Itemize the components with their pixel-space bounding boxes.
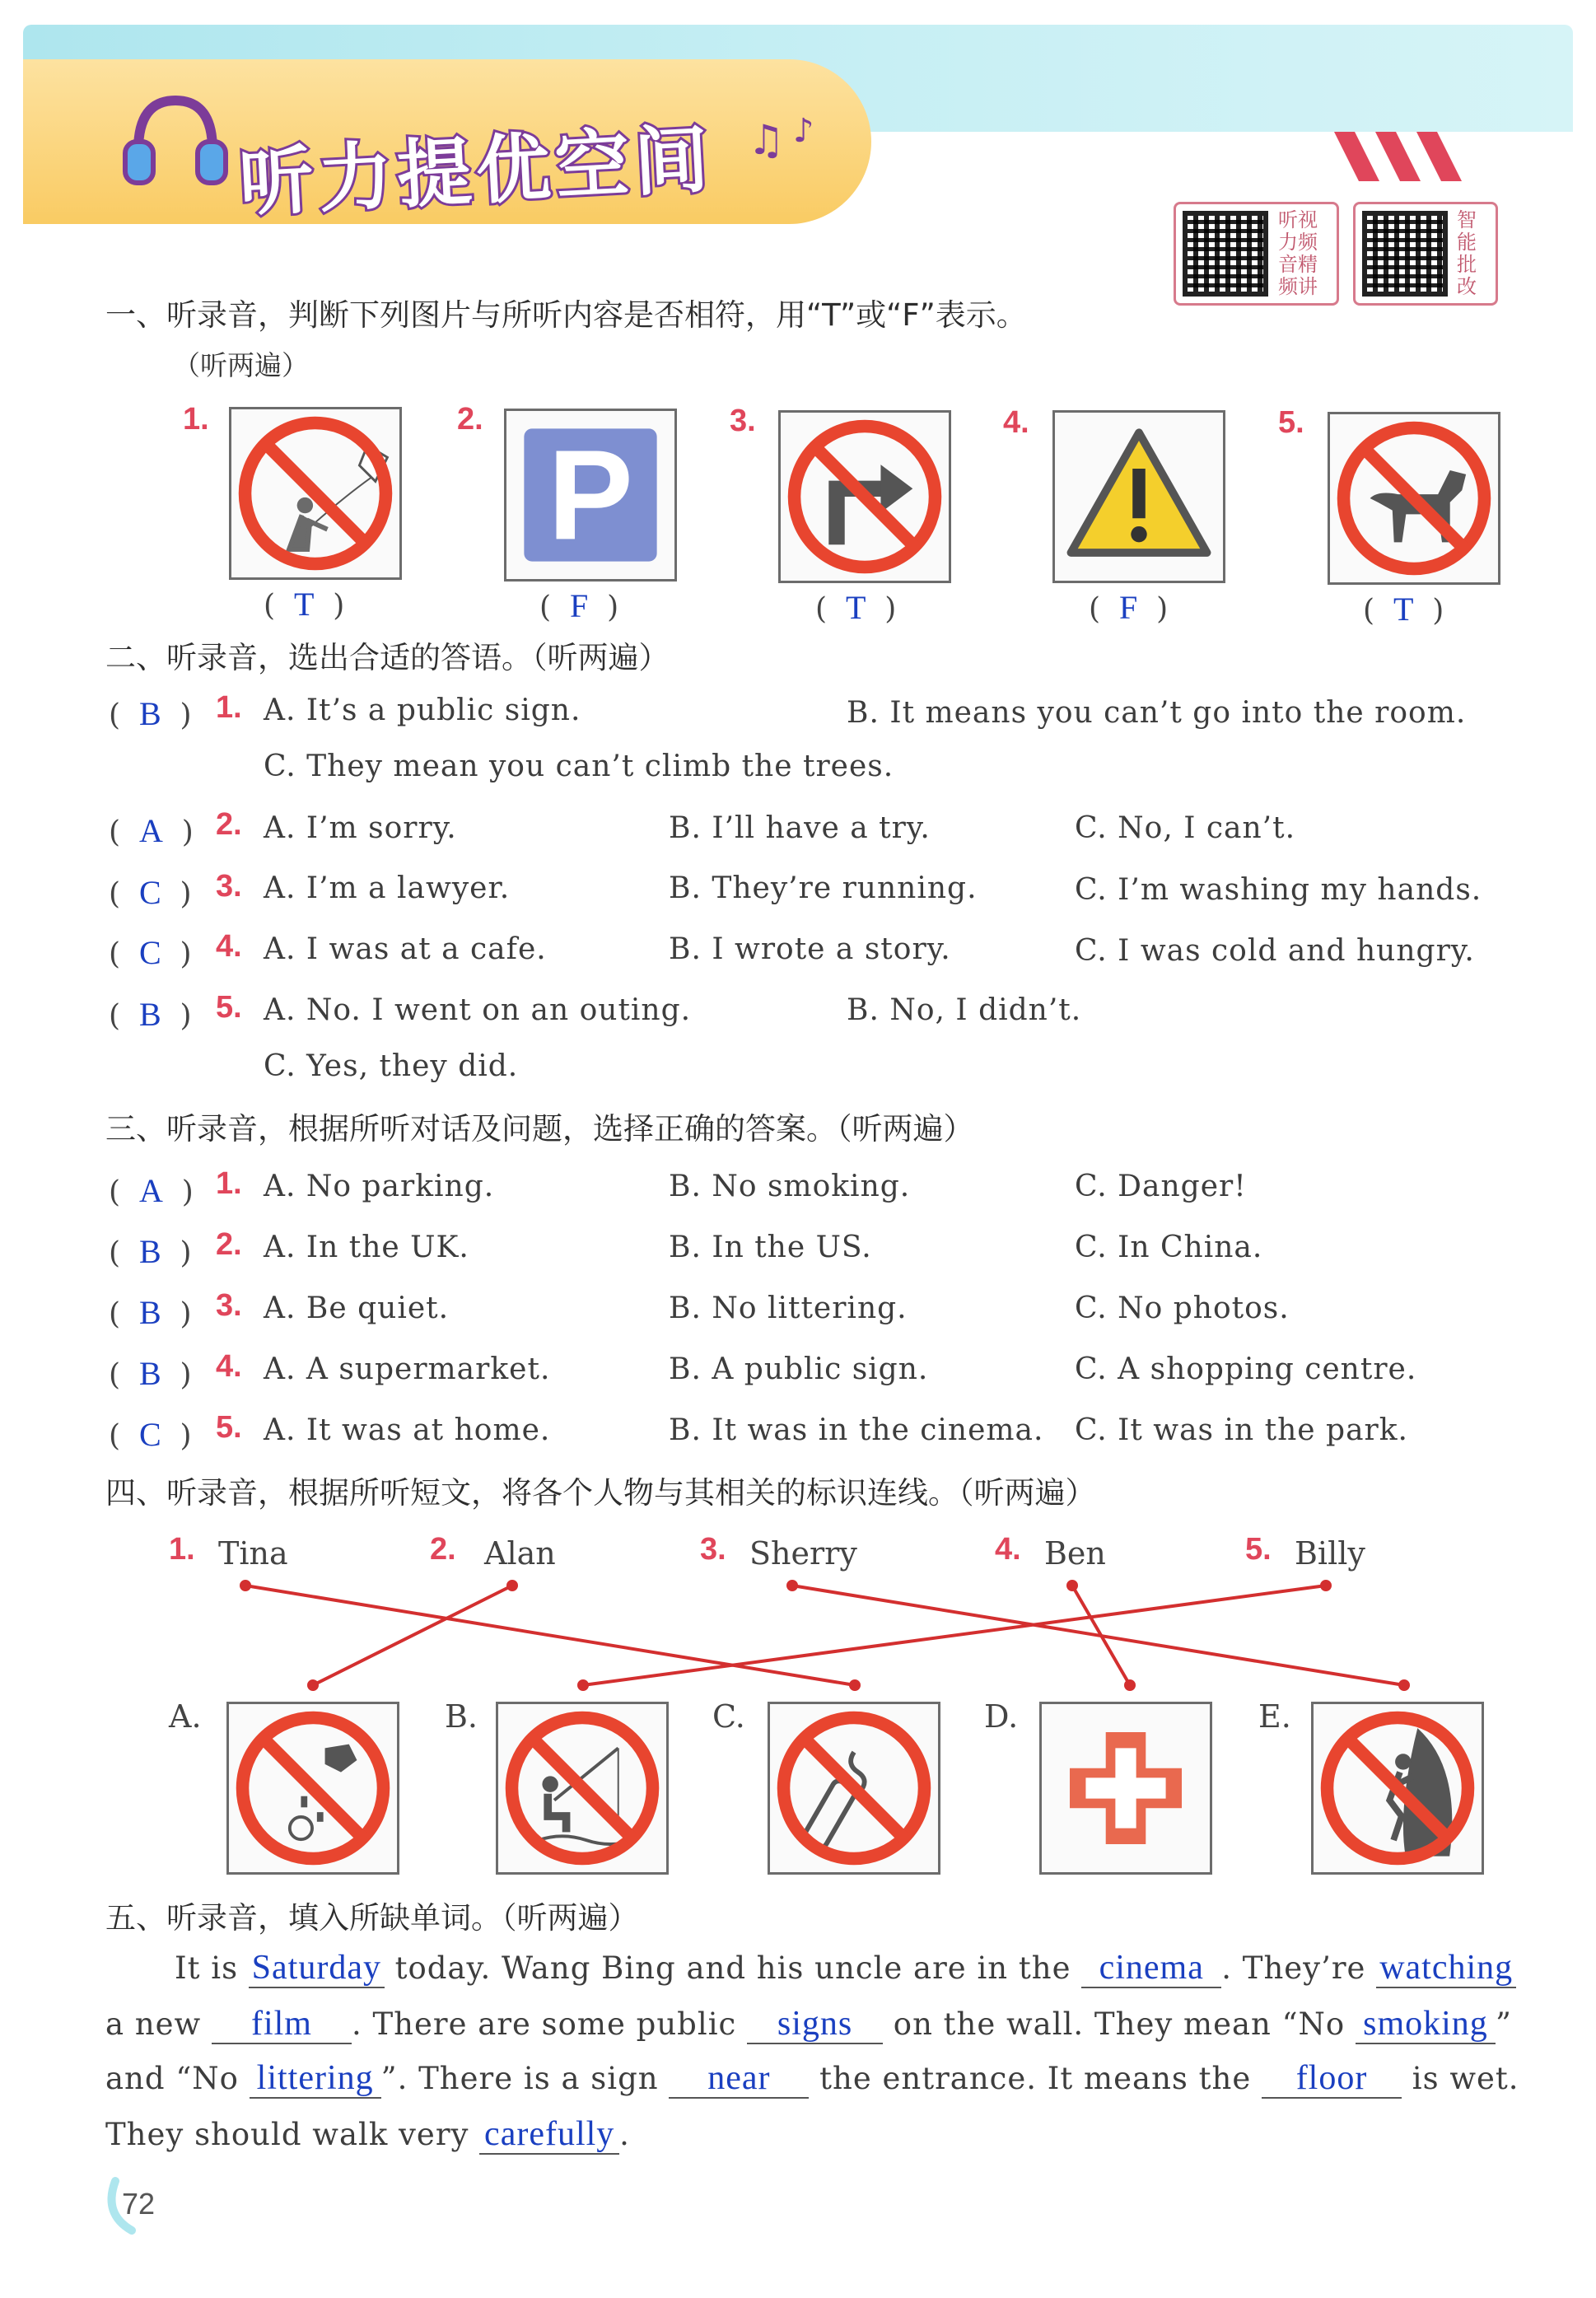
sign-letter-c: C. <box>712 1698 745 1735</box>
s3-q5-option-a: A. It was at home. <box>264 1413 551 1447</box>
blank-film[interactable]: film <box>212 2005 352 2044</box>
dot-e <box>1400 1681 1408 1689</box>
s2-q3-option-a: A. I’m a lawyer. <box>264 871 511 905</box>
line-sherry-e <box>792 1586 1404 1685</box>
warning-icon <box>1055 413 1223 581</box>
s1-answer-2: ( F ) <box>539 587 619 624</box>
dot-a <box>309 1681 317 1689</box>
s2-answer-3: ( C ) <box>109 874 192 911</box>
person-ben: Ben <box>1044 1535 1106 1572</box>
s3-answer-1: ( A ) <box>109 1172 194 1209</box>
sign-letter-e: E. <box>1258 1698 1291 1735</box>
no-fishing-icon <box>498 1704 666 1872</box>
line-tina-c <box>245 1586 855 1685</box>
s2-q1-option-a: A. It’s a public sign. <box>264 694 581 727</box>
no-climbing-icon <box>1314 1704 1482 1872</box>
s2-q4-option-b: B. I wrote a story. <box>669 932 951 966</box>
s2-q1-option-c: C. They mean you can’t climb the trees. <box>264 750 894 783</box>
s3-q3-option-c: C. No photos. <box>1075 1291 1290 1325</box>
s3-q1-option-a: A. No parking. <box>264 1170 495 1203</box>
s2-num-4: 4. <box>216 929 242 964</box>
section5-heading: 五、听录音，填入所缺单词。（听两遍） <box>105 1900 639 1936</box>
s2-q2-option-c: C. No, I can’t. <box>1075 811 1296 845</box>
blank-floor[interactable]: floor <box>1262 2059 1402 2099</box>
s4-num-1: 1. <box>169 1532 195 1567</box>
page-title: 听力提优空间 <box>237 115 716 227</box>
passage-line-2: a new film . There are some public signs on the wall. They mean “No smoking ” <box>105 2005 1512 2043</box>
s2-num-5: 5. <box>216 990 242 1025</box>
person-sherry: Sherry <box>749 1535 857 1572</box>
section1-note: （听两遍） <box>173 349 309 381</box>
s1-num-4: 4. <box>1003 405 1029 440</box>
dot-billy <box>1322 1581 1330 1590</box>
sign-no-littering <box>226 1702 399 1875</box>
page-number: 72 <box>122 2187 156 2221</box>
sign-parking <box>504 409 677 582</box>
s3-q2-option-c: C. In China. <box>1075 1231 1263 1264</box>
s2-q1-option-b: B. It means you can’t go into the room. <box>847 696 1467 730</box>
qr-code-grading[interactable] <box>1353 202 1498 306</box>
svg-text:♫: ♫ <box>748 116 785 164</box>
s2-q5-option-b: B. No, I didn’t. <box>847 993 1082 1027</box>
blank-littering[interactable]: littering <box>250 2059 381 2099</box>
sign-no-right-turn <box>778 410 951 583</box>
no-dogs-icon <box>1330 414 1498 582</box>
qr-code-icon <box>1362 211 1448 297</box>
headphones-icon <box>114 84 229 199</box>
sign-first-aid <box>1039 1702 1212 1875</box>
passage-line-4: They should walk very carefully . <box>105 2115 630 2153</box>
s2-q3-option-c: C. I’m washing my hands. <box>1075 873 1482 907</box>
blank-smoking[interactable]: smoking <box>1356 2005 1496 2044</box>
s3-answer-2: ( B ) <box>109 1233 192 1270</box>
s4-num-3: 3. <box>700 1532 726 1567</box>
sign-no-fishing <box>496 1702 669 1875</box>
section4-heading: 四、听录音，根据所听短文，将各个人物与其相关的标识连线。（听两遍） <box>105 1475 1096 1511</box>
line-ben-d <box>1072 1586 1130 1685</box>
passage-line-1: It is Saturday today. Wang Bing and his uncle are in the cinema . They’re watching <box>175 1949 1516 1988</box>
svg-text:♪: ♪ <box>793 112 814 150</box>
s1-answer-1: ( T ) <box>264 586 345 623</box>
dot-tina <box>241 1581 250 1590</box>
s3-q1-option-b: B. No smoking. <box>669 1170 911 1203</box>
qr-label-grading: 智能批改 <box>1457 208 1477 298</box>
s2-num-1: 1. <box>216 690 242 725</box>
s3-answer-3: ( B ) <box>109 1294 192 1331</box>
s3-q5-option-c: C. It was in the park. <box>1075 1413 1408 1447</box>
s1-num-2: 2. <box>457 402 483 437</box>
s3-q1-option-c: C. Danger! <box>1075 1170 1247 1203</box>
dot-ben <box>1068 1581 1076 1590</box>
s3-num-5: 5. <box>216 1410 242 1445</box>
s3-q3-option-a: A. Be quiet. <box>264 1291 450 1325</box>
s3-q2-option-a: A. In the UK. <box>264 1231 469 1264</box>
blank-watching[interactable]: watching <box>1376 1949 1516 1988</box>
s3-num-1: 1. <box>216 1166 242 1201</box>
sign-letter-a: A. <box>169 1698 202 1735</box>
sign-danger <box>1052 410 1225 583</box>
blank-cinema[interactable]: cinema <box>1081 1949 1221 1988</box>
blank-carefully[interactable]: carefully <box>479 2115 619 2155</box>
s3-answer-5: ( C ) <box>109 1416 192 1453</box>
s4-num-4: 4. <box>995 1532 1021 1567</box>
no-right-turn-icon <box>781 413 949 581</box>
section2-heading: 二、听录音，选出合适的答语。（听两遍） <box>105 640 670 675</box>
dot-sherry <box>788 1581 796 1590</box>
sign-no-climbing <box>1311 1702 1484 1875</box>
s1-answer-3: ( T ) <box>815 589 897 626</box>
qr-code-video[interactable] <box>1174 202 1339 306</box>
s3-answer-4: ( B ) <box>109 1355 192 1392</box>
blank-saturday[interactable]: Saturday <box>249 1949 385 1988</box>
passage-line-3: and “No littering ”. There is a sign near the entrance. It means the floor is wet. <box>105 2059 1519 2097</box>
line-billy-b <box>583 1586 1326 1685</box>
s2-q4-option-a: A. I was at a cafe. <box>264 932 547 966</box>
s2-q5-option-a: A. No. I went on an outing. <box>264 993 692 1027</box>
s2-answer-5: ( B ) <box>109 996 192 1033</box>
sign-no-dogs <box>1328 412 1500 585</box>
s1-num-1: 1. <box>183 402 209 437</box>
s2-answer-4: ( C ) <box>109 934 192 971</box>
no-smoking-icon <box>770 1704 938 1872</box>
sign-no-kite-flying <box>229 407 402 580</box>
dot-c <box>851 1681 859 1689</box>
qr-label-video: 听视力频音精频讲 <box>1278 208 1318 298</box>
music-notes-icon <box>748 109 838 166</box>
s2-answer-1: ( B ) <box>109 695 192 732</box>
s1-num-5: 5. <box>1278 405 1304 440</box>
s2-q4-option-c: C. I was cold and hungry. <box>1075 934 1475 968</box>
blank-signs[interactable]: signs <box>747 2005 883 2044</box>
s3-num-3: 3. <box>216 1288 242 1323</box>
blank-near[interactable]: near <box>669 2059 809 2099</box>
s3-q4-option-a: A. A supermarket. <box>264 1352 551 1386</box>
first-aid-icon <box>1042 1704 1210 1872</box>
s2-q2-option-b: B. I’ll have a try. <box>669 811 931 845</box>
s2-q2-option-a: A. I’m sorry. <box>264 811 457 845</box>
dot-alan <box>508 1581 516 1590</box>
s2-num-2: 2. <box>216 807 242 842</box>
matching-lines <box>0 1565 1596 1713</box>
svg-text:P: P <box>548 423 633 567</box>
s4-num-5: 5. <box>1245 1532 1272 1567</box>
s3-q2-option-b: B. In the US. <box>669 1231 872 1264</box>
s3-q3-option-b: B. No littering. <box>669 1291 908 1325</box>
section1-heading: 一、听录音，判断下列图片与所听内容是否相符，用“T”或“F”表示。 <box>105 297 1027 333</box>
s1-answer-5: ( T ) <box>1363 591 1444 628</box>
parking-icon <box>506 411 674 579</box>
s3-q4-option-c: C. A shopping centre. <box>1075 1352 1417 1386</box>
no-kite-flying-icon <box>231 409 399 577</box>
person-billy: Billy <box>1295 1535 1365 1572</box>
s2-num-3: 3. <box>216 869 242 904</box>
person-alan: Alan <box>484 1535 556 1572</box>
decorative-stripes <box>1334 132 1482 181</box>
s2-answer-2: ( A ) <box>109 812 194 849</box>
person-tina: Tina <box>218 1535 288 1572</box>
s3-num-4: 4. <box>216 1349 242 1384</box>
no-littering-icon <box>229 1704 397 1872</box>
s4-num-2: 2. <box>430 1532 456 1567</box>
s1-answer-4: ( F ) <box>1089 589 1169 626</box>
qr-code-icon <box>1183 211 1268 297</box>
s2-q5-option-c: C. Yes, they did. <box>264 1049 519 1083</box>
sign-letter-b: B. <box>445 1698 478 1735</box>
s2-q3-option-b: B. They’re running. <box>669 871 978 905</box>
s3-q5-option-b: B. It was in the cinema. <box>669 1413 1044 1447</box>
dot-b <box>579 1681 587 1689</box>
s3-q4-option-b: B. A public sign. <box>669 1352 929 1386</box>
s1-num-3: 3. <box>730 404 756 438</box>
s3-num-2: 2. <box>216 1227 242 1262</box>
sign-letter-d: D. <box>984 1698 1019 1735</box>
section3-heading: 三、听录音，根据所听对话及问题，选择正确的答案。（听两遍） <box>105 1111 974 1147</box>
dot-d <box>1126 1681 1134 1689</box>
sign-no-smoking <box>768 1702 940 1875</box>
